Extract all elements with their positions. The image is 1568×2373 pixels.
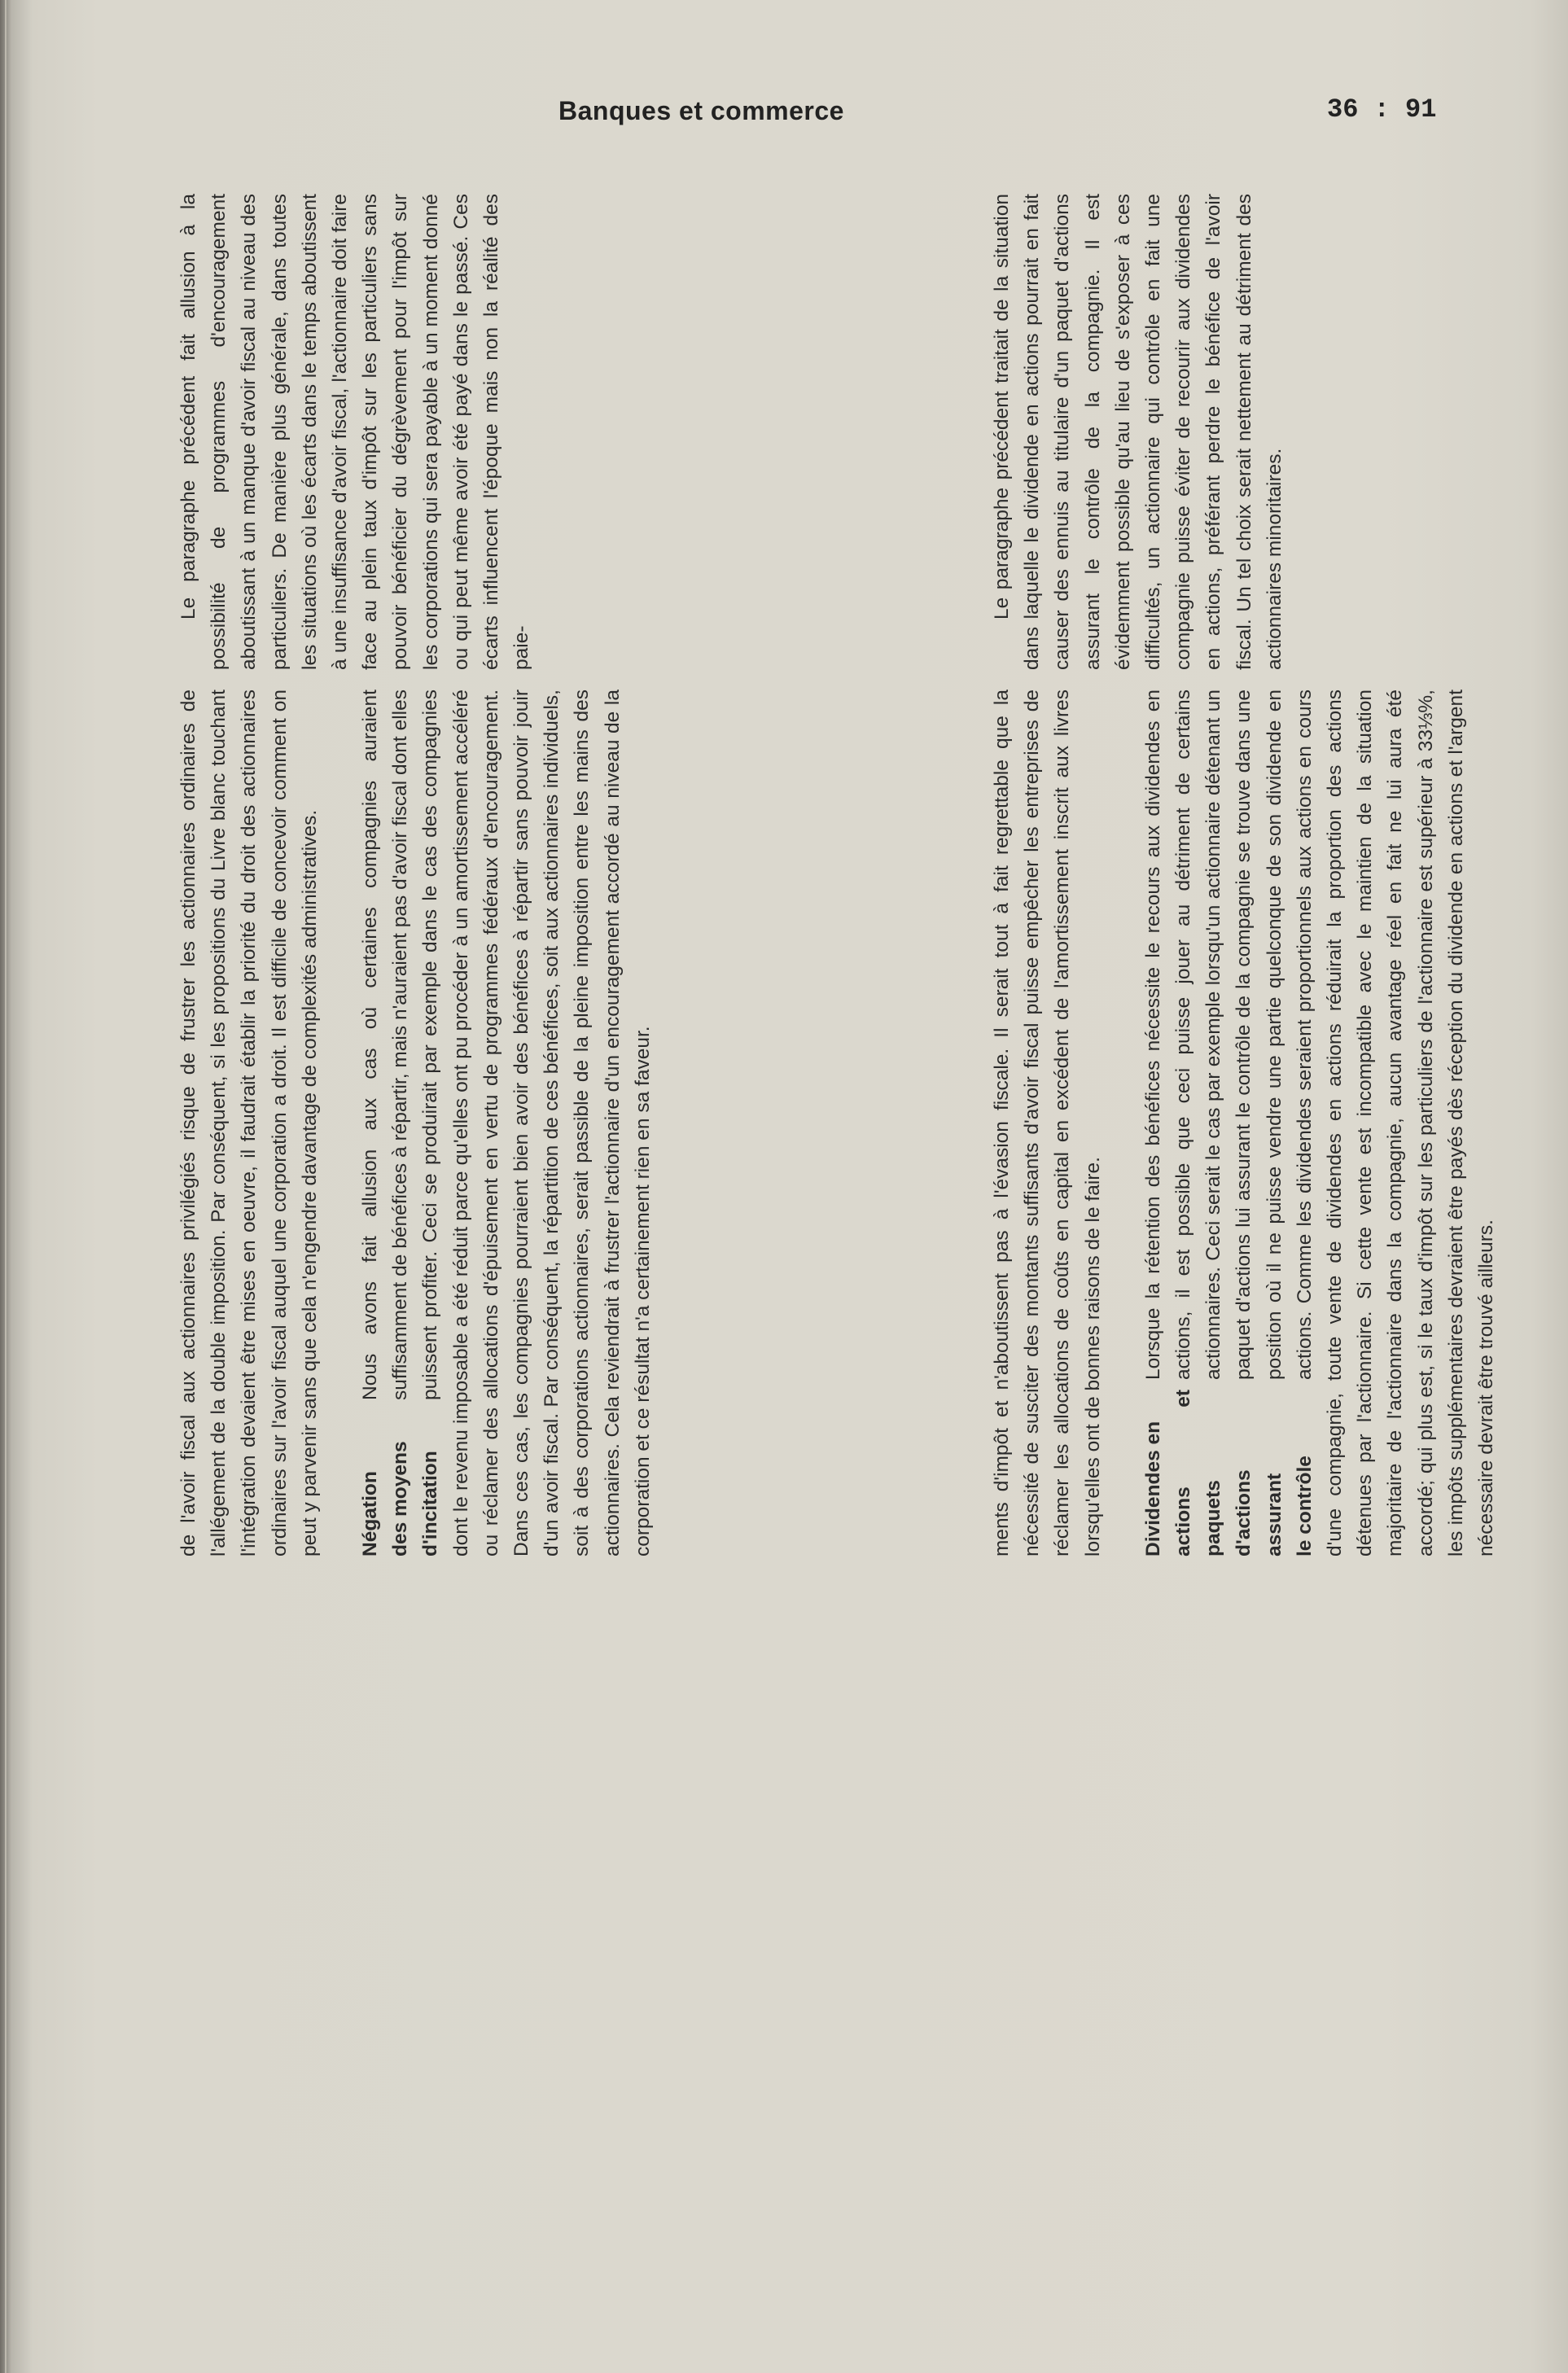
paragraph: de l'avoir fiscal aux actionnaires privilégiés risque de frustrer les actionnaires ordinaires de l'allégement de la double imposition. Par conséquent, si les propositions du Livre blanc touchant l'intégration devaient être mises en oeuvre, il faudrait établir la priorité du droit des actionnaires ordinaires sur l'avoir fiscal auquel une corporation a droit. Il est difficile de concevoir comment on peut y parvenir sans que cela n'engendre davantage de complexités administratives. xyxy=(177,690,321,1556)
paragraph: Nous avons fait allusion aux cas où certaines compagnies auraient suffisamment de bénéfices à répartir, mais n'auraient pas d'avoir fiscal dont elles puissent profiter. Ceci se produirait par exemple dans le cas des compagnies dont le revenu imposable a été réduit parce qu'elles ont pu procéder à un amortissement accéléré ou réclamer des allocations d'épuisement en vertu de programmes fédéraux d'encouragement. Dans ces cas, les compagnies pourraient bien avoir des bénéfices à répartir sans pouvoir jouir d'un avoir fiscal. Par conséquent, la répartition de ces bénéfices, soit aux actionnaires individuels, soit à des corporations actionnaires, serait passible de la pleine imposition entre les mains des actionnaires. Cela reviendrait à frustrer l'actionnaire d'un encouragement accordé au niveau de la corporation et ce résultat n'a certainement rien en sa faveur. xyxy=(359,690,654,1556)
paragraph: ments d'impôt et n'aboutissent pas à l'évasion fiscale. Il serait tout à fait regrettable que la nécessité de susciter des montants suffisants d'avoir fiscal puisse empêcher les entreprises de réclamer les allocations de coûts en capital en excédent de l'amortissement inscrit aux livres lorsqu'elles ont de bonnes raisons de le faire. xyxy=(991,690,1104,1556)
left-column-upper xyxy=(173,690,658,1556)
page-number: 36 : 91 xyxy=(1327,94,1437,125)
left-column-lower xyxy=(173,194,537,670)
section-negation-incitation xyxy=(355,690,658,1556)
running-header-title: Banques et commerce xyxy=(558,96,844,125)
section-dividendes-actions xyxy=(1138,690,1501,1556)
binding-edge xyxy=(5,0,7,2373)
paragraph: Le paragraphe précédent fait allusion à la possibilité de programmes d'encouragement aboutissant à un manque d'avoir fiscal au niveau des particuliers. De manière plus générale, dans toutes les situations où les écarts dans le temps aboutissent à une insuffisance d'avoir fiscal, l'actionnaire doit faire face au plein taux d'impôt sur les particuliers sans pouvoir bénéficier du dégrèvement pour l'impôt sur les corporations qui sera payable à un moment donné ou qui peut même avoir été payé dans le passé. Ces écarts influencent l'époque mais non la réalité des paie- xyxy=(177,194,533,670)
right-column-lower xyxy=(987,194,1290,670)
paragraph: Le paragraphe précédent traitait de la situation dans laquelle le dividende en actions pourrait en fait causer des ennuis au titulaire d'un paquet d'actions assurant le contrôle de la compagnie. Il est évidemment possible qu'au lieu de s'exposer à ces difficultés, un actionnaire qui contrôle en fait une compagnie puisse éviter de recourir aux dividendes en actions, préférant perdre le bénéfice de l'avoir fiscal. Un tel choix serait nettement au détriment des actionnaires minoritaires. xyxy=(991,194,1285,670)
paragraph: Lorsque la rétention des bénéfices nécessite le recours aux dividendes en actions, il est possible que ceci puisse jouer au détriment de certains actionnaires. Ceci serait le cas par exemple lorsqu'un actionnaire détenant un paquet d'actions lui assurant le contrôle de la compagnie se trouve dans une position où il ne puisse vendre une partie quelconque de son dividende en actions. Comme les dividendes seraient proportionnels aux actions en cours d'une compagnie, toute vente de dividendes en actions réduirait la proportion des actions détenues par l'actionnaire. Si cette vente est incompatible avec le maintien de la situation majoritaire de l'actionnaire dans la compagnie, aucun avantage réel en fait ne lui aura été accordé; qui plus est, si le taux d'impôt sur les particuliers de l'actionnaire est supérieur à 33⅓%, les impôts supplémentaires devraient être payés dès réception du dividende en actions et l'argent nécessaire devrait être trouvé ailleurs. xyxy=(1141,690,1498,1556)
section-heading: Négation des moyens d'incitation xyxy=(359,1441,442,1556)
right-column-upper xyxy=(987,690,1501,1556)
section-heading: Dividendes en actions et paquets d'actions assurant le contrôle xyxy=(1141,1390,1316,1556)
